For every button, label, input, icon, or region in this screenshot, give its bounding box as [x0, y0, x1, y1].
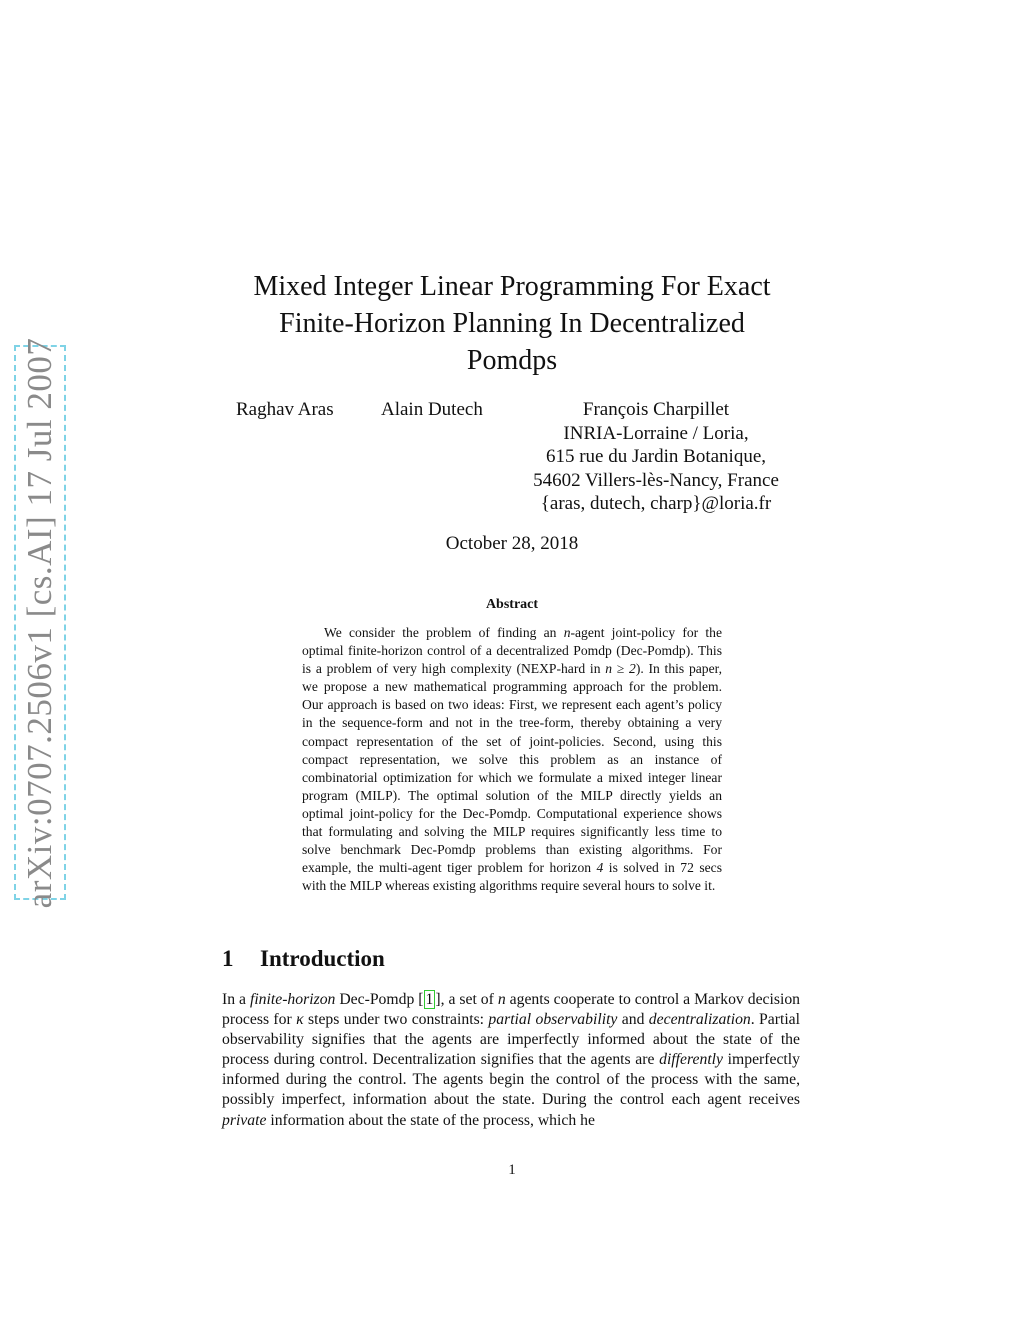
title-line: Pomdps: [466, 345, 558, 376]
title-line: Finite-Horizon Planning In Decentralized: [279, 308, 745, 339]
paper-title: [222, 268, 802, 379]
citation-bracket: [: [418, 991, 424, 1008]
title-line: Mixed Integer Linear Programming For Exact: [253, 271, 771, 302]
author-charpillet: François Charpillet: [582, 399, 730, 420]
abstract-text: [302, 624, 722, 895]
address-street: 615 rue du Jardin Botanique,: [545, 446, 767, 467]
author-charpillet-block: [522, 398, 790, 516]
author-emails: {aras, dutech, charp}@loria.fr: [540, 493, 772, 514]
text-run: information about the state of the process, which he: [266, 1111, 595, 1129]
text-run: agents cooperate to control a Markov decision process for: [222, 991, 801, 1029]
emphasis: decentralization: [648, 1011, 751, 1029]
page-number: 1: [508, 1162, 516, 1178]
affiliation: INRIA-Lorraine / Loria,: [563, 422, 749, 444]
citation-bracket: ]: [435, 991, 441, 1008]
section-title: Introduction: [260, 946, 385, 971]
math-horizon: 4: [596, 860, 604, 876]
text-run: Dec-Pomdp: [335, 991, 419, 1008]
math-n-geq-2: n ≥ 2: [605, 661, 636, 677]
emphasis: private: [222, 1111, 267, 1129]
abstract-part: We consider the problem of finding an: [324, 625, 564, 640]
arxiv-stamp: [14, 337, 66, 908]
arxiv-identifier: arXiv:0707.2506v1 [cs.AI] 17 Jul 2007: [20, 337, 59, 908]
math-kappa: κ: [296, 1011, 304, 1029]
text-run: , a set of: [440, 991, 498, 1008]
text-run: steps under two constraints:: [303, 1011, 489, 1029]
math-n: n: [497, 991, 506, 1008]
text-run: imperfectly informed during the control. The agents begin the control of the process with the same, possibly imperfect, information about the state. During the control each agent receives: [222, 1051, 800, 1109]
emphasis: differently: [659, 1051, 724, 1069]
abstract-part: -agent joint-policy for the optimal finite-horizon control of a decentralized Pomdp (Dec-Pomdp). This is a problem of very high complexity (NEXP-hard in: [302, 625, 723, 677]
abstract-part: is solved in 72 secs with the MILP whereas existing algorithms require several hours to solve it.: [302, 860, 722, 894]
abstract-heading: Abstract: [485, 597, 539, 612]
address-city: 54602 Villers-lès-Nancy, France: [533, 469, 779, 491]
paper-date: October 28, 2018: [445, 533, 579, 554]
citation-link[interactable]: 1: [425, 991, 434, 1008]
emphasis: finite-horizon: [249, 991, 336, 1008]
text-run: and: [617, 1011, 649, 1029]
math-n: n: [563, 625, 571, 640]
section-number: 1: [222, 946, 234, 971]
author-aras: Raghav Aras: [236, 399, 334, 420]
emphasis: partial observability: [488, 1011, 618, 1029]
section-heading: [222, 946, 385, 972]
text-run: . Partial observability signifies that the agents are imperfectly informed about the state of the process during control. Decentralization signifies that the agents are: [222, 1011, 801, 1069]
author-dutech: Alain Dutech: [381, 399, 483, 420]
abstract-part: ). In this paper, we propose a new mathematical programming approach for the problem. Our approach is based on two ideas: First, we represent each agent’s policy in the sequence-form and not in the tree-form, thereby obtaining a very compact representation of the set of joint-policies. Second, using this compact representation, we solve this problem as an instance of combinatorial optimization for which we formulate a mixed integer linear program (MILP). The optimal solution of the MILP directly yields an optimal joint-policy for the Dec-Pomdp. Computational experience shows that formulating and solving the MILP requires significantly less time to solve benchmark Dec-Pomdp problems than existing algorithms. For example, the multi-agent tiger problem for horizon: [302, 661, 722, 876]
text-run: In a: [222, 991, 250, 1008]
intro-paragraph: [222, 990, 800, 1131]
